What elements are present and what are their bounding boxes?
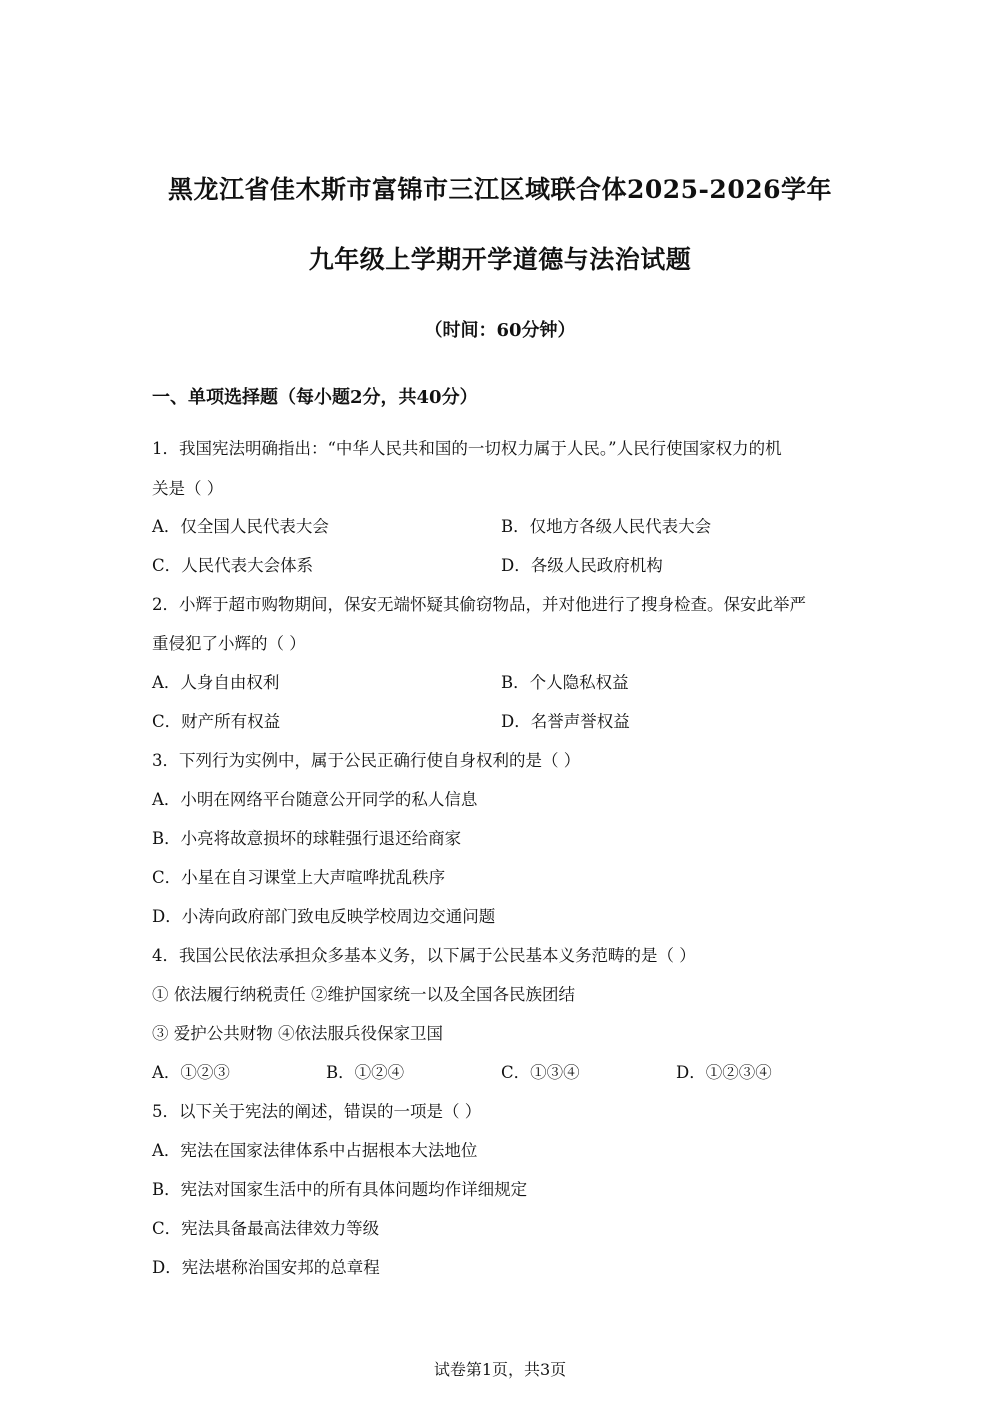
- exam-title-line-2: 九年级上学期开学道德与法治试题: [308, 245, 692, 274]
- question-5-option-b: B．宪法对国家生活中的所有具体问题均作详细规定: [152, 1180, 528, 1199]
- question-2-option-a: A．人身自由权利: [152, 673, 280, 692]
- question-4-option-d: D．①②③④: [676, 1063, 772, 1082]
- question-2-stem-line-2: 重侵犯了小辉的（ ）: [152, 634, 306, 653]
- question-4-items-line-1: ① 依法履行纳税责任 ②维护国家统一以及全国各民族团结: [152, 985, 575, 1004]
- question-2-option-b: B．个人隐私权益: [501, 673, 629, 692]
- question-3-option-a: A．小明在网络平台随意公开同学的私人信息: [152, 790, 478, 809]
- question-5-option-a: A．宪法在国家法律体系中占据根本大法地位: [152, 1141, 478, 1160]
- question-4-items-line-2: ③ 爱护公共财物 ④依法服兵役保家卫国: [152, 1024, 443, 1043]
- question-1-option-c: C．人民代表大会体系: [152, 556, 314, 575]
- question-3-option-d: D．小涛向政府部门致电反映学校周边交通问题: [152, 907, 496, 926]
- question-5-stem: 5．以下关于宪法的阐述，错误的一项是（ ）: [152, 1102, 482, 1121]
- question-4-option-b: B．①②④: [326, 1063, 405, 1082]
- page-footer: 试卷第1页，共3页: [433, 1360, 567, 1379]
- question-1-stem-line-1: 1．我国宪法明确指出：“中华人民共和国的一切权力属于人民。”人民行使国家权力的机: [152, 439, 782, 458]
- question-1-option-d: D．各级人民政府机构: [501, 556, 663, 575]
- question-2-option-d: D．名誉声誉权益: [501, 712, 630, 731]
- question-5-option-d: D．宪法堪称治国安邦的总章程: [152, 1258, 380, 1277]
- question-4-option-a: A．①②③: [152, 1063, 230, 1082]
- exam-title-line-1: 黑龙江省佳木斯市富锦市三江区域联合体2025-2026学年: [167, 175, 833, 204]
- question-1-stem-line-2: 关是（ ）: [152, 479, 224, 498]
- question-2-option-c: C．财产所有权益: [152, 712, 281, 731]
- section-heading: 一、单项选择题（每小题2分，共40分）: [152, 387, 478, 408]
- question-1-option-a: A．仅全国人民代表大会: [152, 517, 329, 536]
- question-4-stem: 4．我国公民依法承担众多基本义务，以下属于公民基本义务范畴的是（ ）: [152, 946, 696, 965]
- question-1-option-b: B．仅地方各级人民代表大会: [501, 517, 712, 536]
- question-4-option-c: C．①③④: [501, 1063, 580, 1082]
- question-3-option-c: C．小星在自习课堂上大声喧哗扰乱秩序: [152, 868, 446, 887]
- question-5-option-c: C．宪法具备最高法律效力等级: [152, 1219, 380, 1238]
- question-3-stem: 3．下列行为实例中，属于公民正确行使自身权利的是（ ）: [152, 751, 581, 770]
- question-3-option-b: B．小亮将故意损坏的球鞋强行退还给商家: [152, 829, 462, 848]
- exam-time-note: （时间：60分钟）: [424, 320, 576, 341]
- question-2-stem-line-1: 2．小辉于超市购物期间，保安无端怀疑其偷窃物品，并对他进行了搜身检查。保安此举严: [152, 595, 806, 614]
